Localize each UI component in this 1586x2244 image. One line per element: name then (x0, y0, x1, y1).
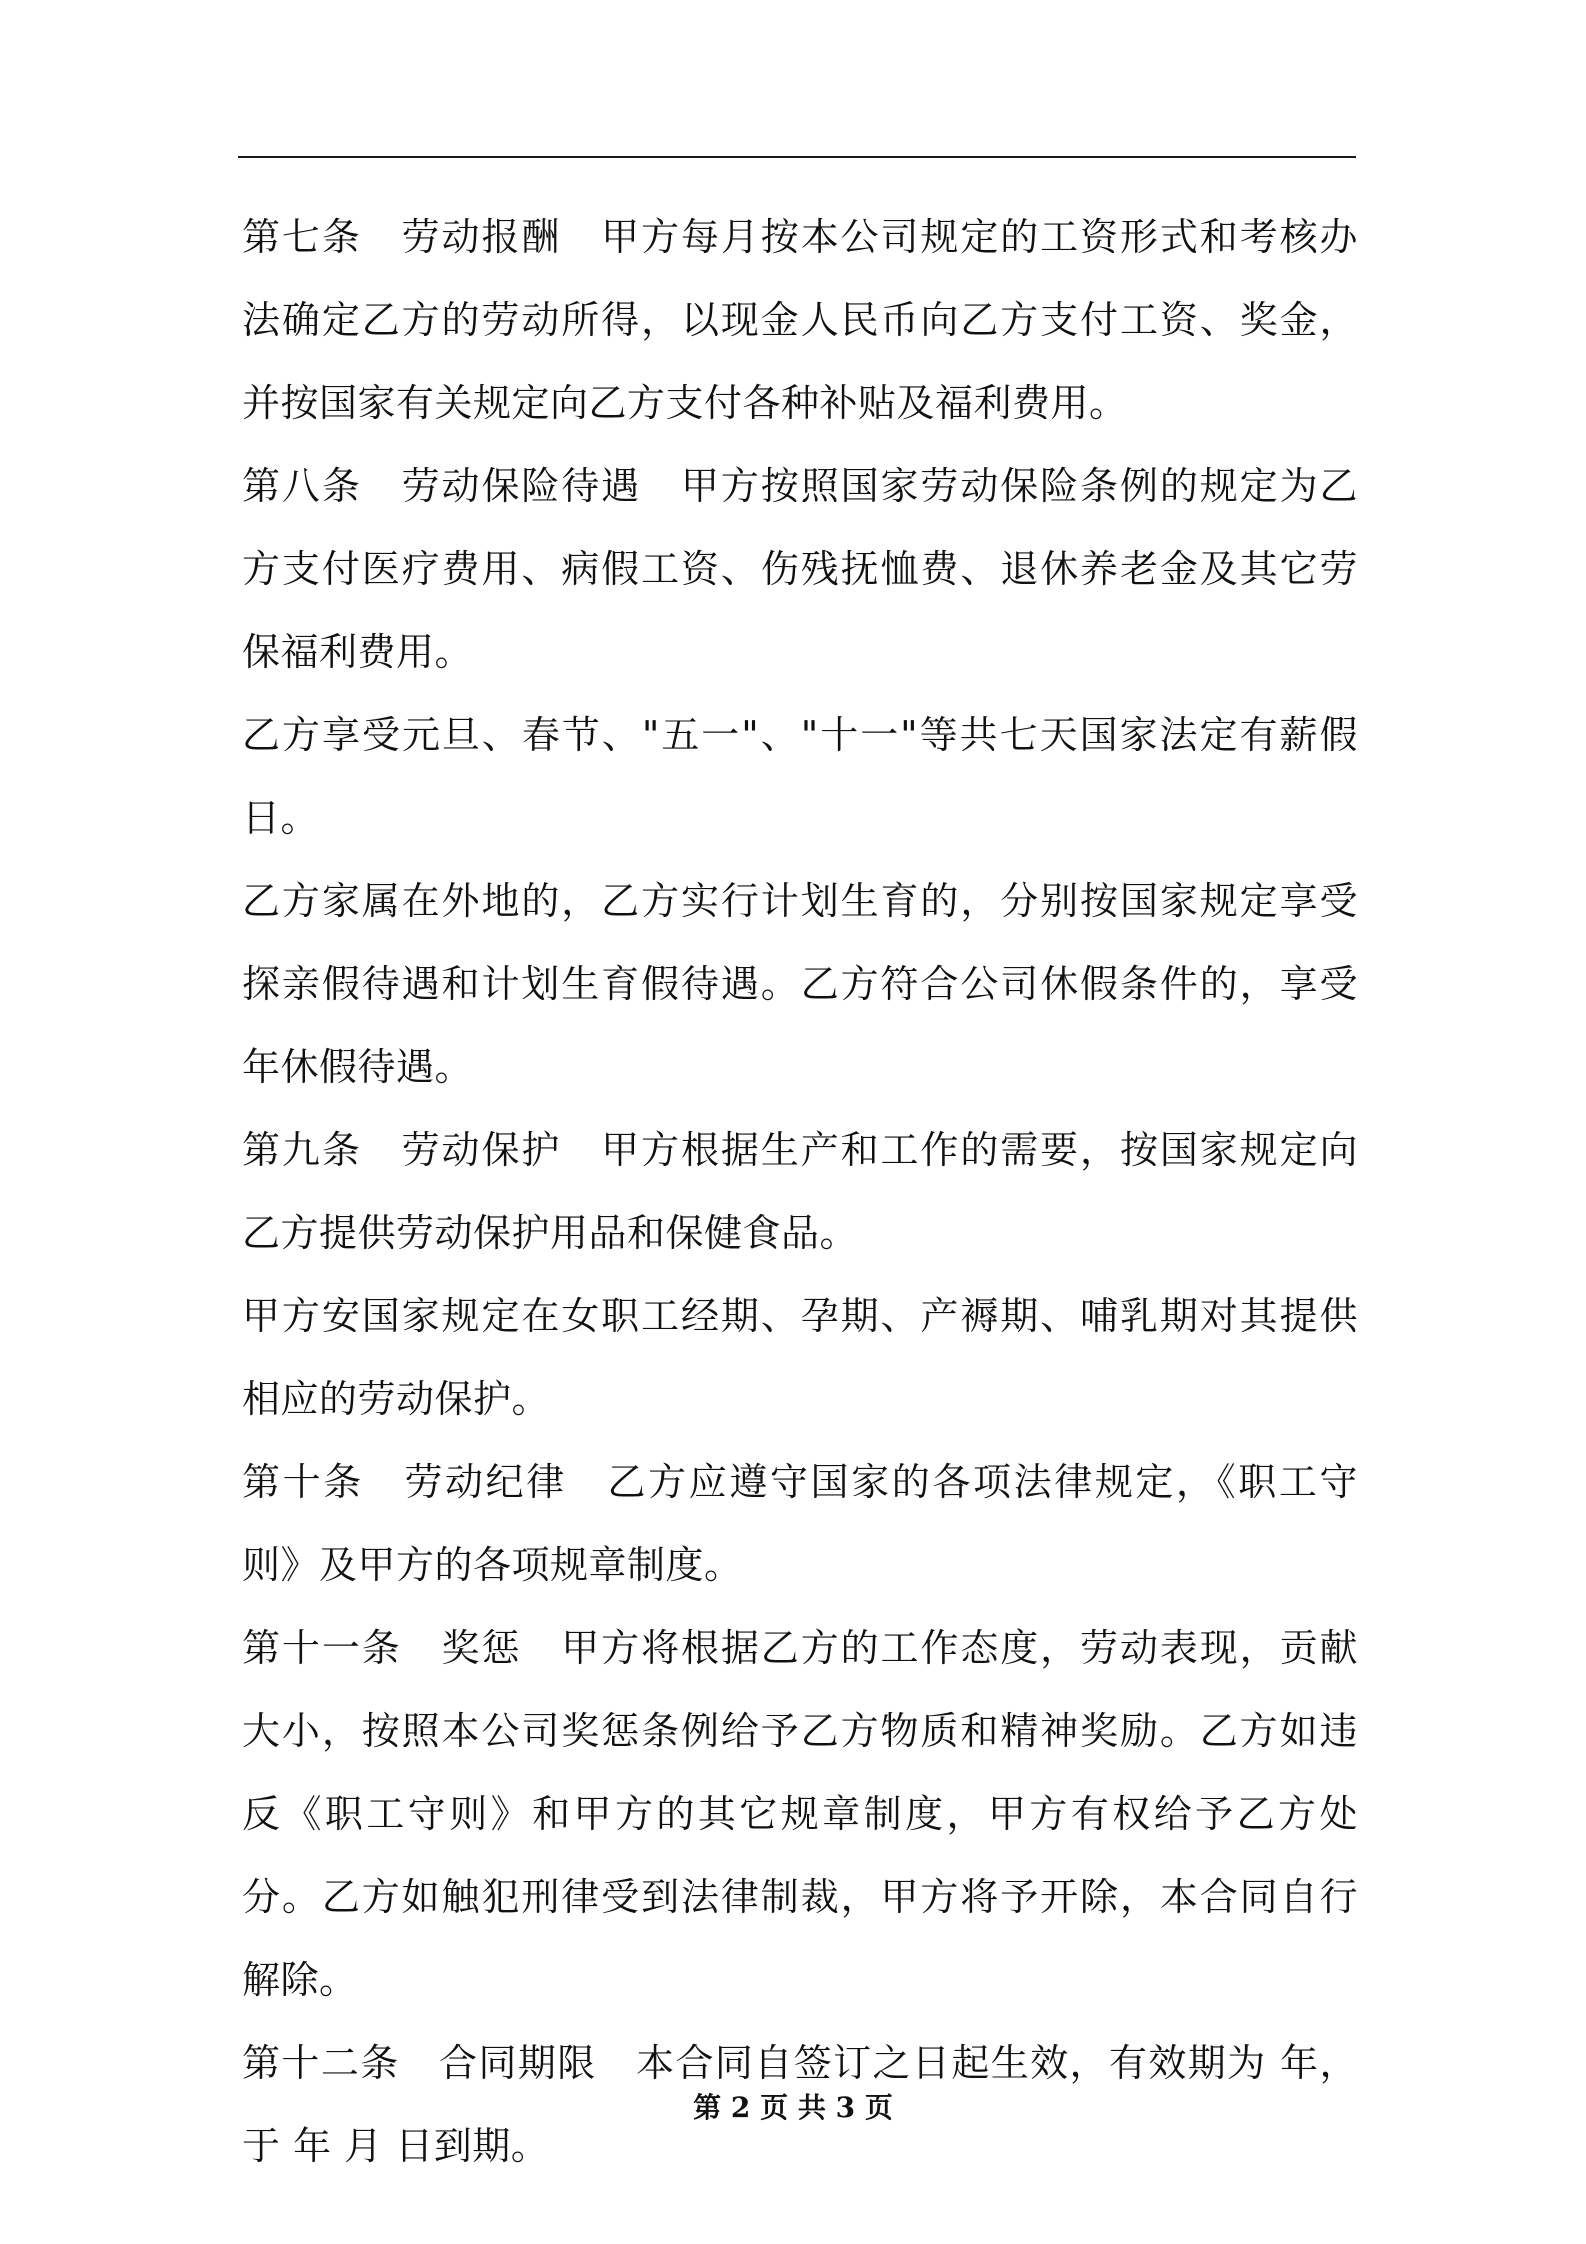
paragraph-article-12: 第十二条 合同期限 本合同自签订之日起生效，有效期为 年，于 年 月 日到期。 (242, 2041, 1358, 2168)
paragraph-holidays: 乙方享受元旦、春节、"五一"、"十一"等共七天国家法定有薪假日。 (242, 713, 1358, 840)
page-number-footer (0, 2088, 1586, 2128)
document-body (242, 196, 1358, 2188)
paragraph-female-protection: 甲方安国家规定在女职工经期、孕期、产褥期、哺乳期对其提供相应的劳动保护。 (242, 1294, 1358, 1421)
paragraph-article-11: 第十一条 奖惩 甲方将根据乙方的工作态度，劳动表现，贡献大小，按照本公司奖惩条例给予乙方物质和精神奖励。乙方如违反《职工守则》和甲方的其它规章制度，甲方有权给予乙方处分。乙方如触犯刑律受到法律制裁，甲方将予开除，本合同自行解除。 (242, 1626, 1358, 2002)
page-number-text: 第 2 页 共 3 页 (693, 2091, 893, 2124)
paragraph-article-9: 第九条 劳动保护 甲方根据生产和工作的需要，按国家规定向乙方提供劳动保护用品和保健食品。 (242, 1128, 1358, 1255)
paragraph-family-leave: 乙方家属在外地的，乙方实行计划生育的，分别按国家规定享受探亲假待遇和计划生育假待遇。乙方符合公司休假条件的，享受年休假待遇。 (242, 879, 1358, 1089)
paragraph-article-8: 第八条 劳动保险待遇 甲方按照国家劳动保险条例的规定为乙方支付医疗费用、病假工资、伤残抚恤费、退休养老金及其它劳保福利费用。 (242, 464, 1358, 674)
header-rule (238, 156, 1356, 158)
paragraph-article-10: 第十条 劳动纪律 乙方应遵守国家的各项法律规定，《职工守则》及甲方的各项规章制度。 (242, 1460, 1358, 1587)
paragraph-article-7: 第七条 劳动报酬 甲方每月按本公司规定的工资形式和考核办法确定乙方的劳动所得，以现金人民币向乙方支付工资、奖金，并按国家有关规定向乙方支付各种补贴及福利费用。 (242, 215, 1358, 425)
